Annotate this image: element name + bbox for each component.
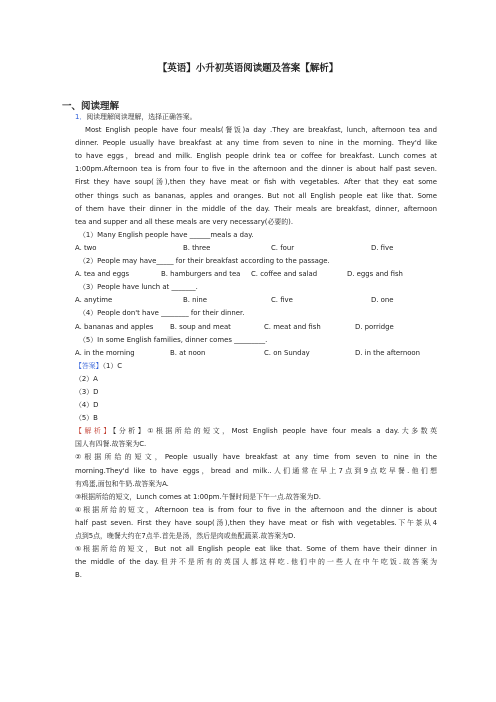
option-row <box>75 242 437 255</box>
analysis-line: the middle of the day.但并不是所有的英国人都这样吃.他们中的一些人在中午吃饭.故答案为 <box>75 558 437 567</box>
analysis-label: 【解析】 <box>75 427 113 436</box>
question-number: 1． <box>75 113 87 121</box>
answer-item: （3）D <box>75 387 99 396</box>
answer-item: （2）A <box>75 374 98 383</box>
passage-line: dinner. People usually have breakfast at any time from seven to nine in the morning. They'd like <box>75 139 437 148</box>
option: A. anytime <box>75 296 113 305</box>
question-stem: （1）Many English people have ______meals a day. <box>79 230 254 239</box>
option: C. five <box>271 296 293 305</box>
option: B. hamburgers and tea <box>161 270 241 279</box>
option: A. tea and eggs <box>75 270 130 279</box>
question-instruction: 阅读理解阅读理解，选择正确答案。 <box>86 113 197 121</box>
question-stem: （5）In some English families, dinner comes _________. <box>79 335 268 344</box>
option: B. at noon <box>170 348 206 357</box>
page-title: 【英语】小升初英语阅读题及答案【解析】 <box>157 63 339 74</box>
analysis-line: ⑤根据所给的短文，But not all English people eat like that. Some of them have their dinner in <box>75 545 437 554</box>
passage-line: tea and supper and all these meals are very necessary(必要的). <box>75 217 294 226</box>
analysis-line: 点到5点，晚餐大约在7点半.首先是汤，然后是肉或鱼配蔬菜.故答案为D. <box>75 532 296 540</box>
option-row <box>75 321 437 334</box>
answer-item: （5）B <box>75 414 98 423</box>
option: C. four <box>271 243 295 252</box>
option: D. in the afternoon <box>355 348 421 357</box>
analysis-line: ②根据所给的短文，People usually have breakfast at any time from seven to nine in the <box>75 453 437 462</box>
analysis-line: ③根据所给的短文，Lunch comes at 1:00pm.午餐时间是下午一点.故答案为D. <box>75 492 321 501</box>
answer-item: （4）D <box>75 401 99 410</box>
option: B. soup and meat <box>170 322 231 331</box>
question-stem: （4）People don't have ________ for their dinner. <box>79 309 245 318</box>
analysis-line: 国人有四餐.故答案为C. <box>75 440 147 449</box>
question-stem: （2）People may have_____ for their breakfast according to the passage. <box>79 257 330 266</box>
analysis-line: B. <box>75 571 82 580</box>
option: C. on Sunday <box>264 348 310 357</box>
option: A. two <box>75 243 97 252</box>
question-stem: （3）People have lunch at _______. <box>79 283 198 292</box>
option: D. five <box>371 243 394 252</box>
analysis-line: half past seven. First they have soup(汤),then they have meat or fish with vegetables.下午茶从4 <box>75 518 437 527</box>
option: D. one <box>371 296 394 305</box>
analysis-text: 【分析】①根据所给的短文，Most English people have four meals a day.大多数英 <box>112 427 437 436</box>
document-body <box>75 111 437 582</box>
option: C. coffee and salad <box>251 270 318 279</box>
answer-item: （1）C <box>102 361 123 370</box>
analysis-line: morning.They'd like to have eggs，bread and milk..人们通常在早上7点到9点吃早餐.他们想 <box>75 466 437 475</box>
passage-line: First they have soup(汤),then they have meat or fish with vegetables. After that they eat some <box>75 178 437 187</box>
passage-line: other things such as bananas, apples and oranges. But not all English people eat like that. Some <box>75 191 437 200</box>
question-instruction-line <box>75 111 437 124</box>
answer-line <box>75 360 437 373</box>
option-row <box>75 268 437 281</box>
passage-line: Most English people have four meals(餐饭)a day .They are breakfast, lunch, afternoon tea and <box>85 126 437 135</box>
option: C. meat and fish <box>264 322 321 331</box>
passage-line: 1:00pm.Afternoon tea is from four to five in the afternoon and the dinner is about half past seven. <box>75 165 437 174</box>
option: A. bananas and apples <box>75 322 154 331</box>
passage-line: to have eggs，bread and milk. English people drink tea or coffee for breakfast. Lunch comes at <box>75 152 437 161</box>
analysis-line <box>75 425 437 438</box>
option-row <box>75 347 437 360</box>
option: B. three <box>183 243 211 252</box>
answer-label: 【答案】 <box>75 361 103 370</box>
passage-line: of them have their dinner in the middle of the day. Their meals are breakfast, dinner, afternoon <box>75 204 437 213</box>
option: A. in the morning <box>75 348 135 357</box>
analysis-line: 有鸡蛋,面包和牛奶.故答案为A. <box>75 479 169 488</box>
option: D. eggs and fish <box>347 270 403 279</box>
option-row <box>75 294 437 307</box>
section-heading: 一、阅读理解 <box>62 101 120 112</box>
option: D. porridge <box>355 322 394 331</box>
option: B. nine <box>183 296 207 305</box>
analysis-line: ④根据所给的短文，Afternoon tea is from four to five in the afternoon and the dinner is about <box>75 505 437 514</box>
